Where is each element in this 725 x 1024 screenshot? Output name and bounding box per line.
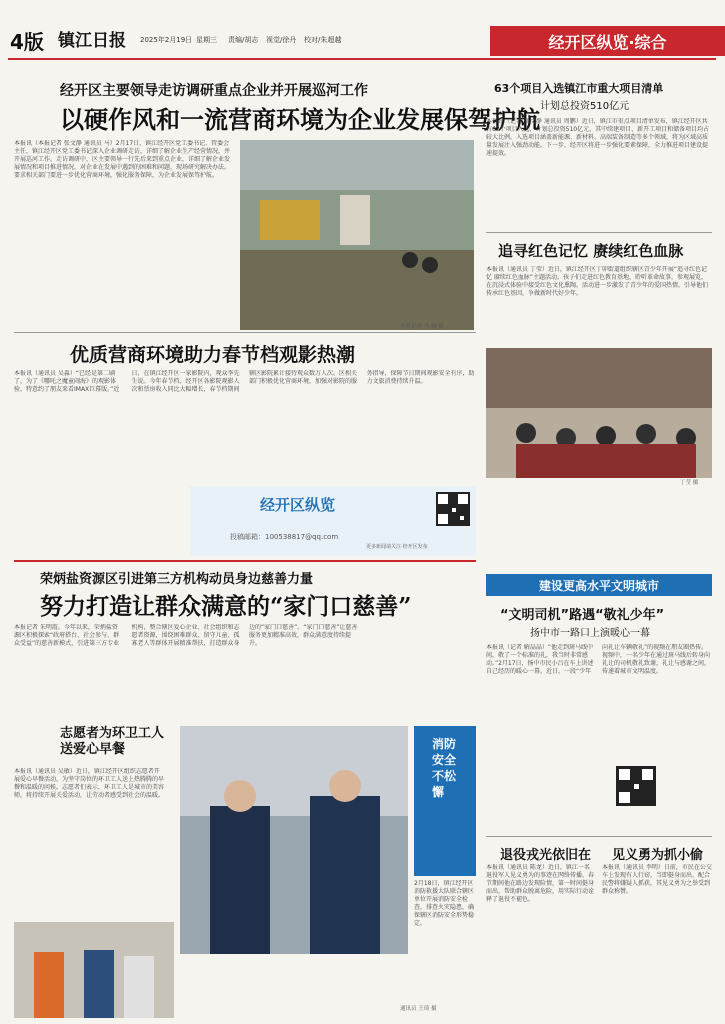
article1-caption: 本报记者 马 骥 摄 xyxy=(400,324,444,330)
paper-logo: 镇江日报 xyxy=(58,31,126,51)
right3-banner: 建设更高水平文明城市 xyxy=(486,574,712,596)
right2-title: 追寻红色记忆 赓续红色血脉 xyxy=(498,242,684,260)
right3-qr-icon xyxy=(616,766,656,806)
article3-body xyxy=(14,624,476,720)
article3-kicker: 荣炳盐资源区引进第三方机构动员身边慈善力量 xyxy=(40,572,314,587)
right1-body xyxy=(486,118,712,228)
article1-title: 以硬作风和一流营商环境为企业发展保驾护航 xyxy=(60,105,540,134)
issue-weekday: 星期三 xyxy=(196,36,217,44)
article2-divider xyxy=(14,332,476,333)
article3-body-text: 本报记者 朱明霞。今年以来，荣炳盐资源区积极探索“政府搭台、社会参与、群众受益”的慈善新模式，引进第三方专业机构，整合辖区爱心企业、社会组织和志愿者资源，围绕困难群众、留守儿童、孤寡老人等群体开展精准帮扶，打造群众身边的“家门口慈善”。“家门口慈善”让慈善服务更加精准高效，群众满意度持续提升。 xyxy=(14,624,358,647)
photo-story-label: 消防安全不松懈 xyxy=(432,737,457,799)
photo-story-image xyxy=(180,726,408,954)
header-rule xyxy=(8,58,716,60)
right3-body-text: 本报讯（记者 解晶晶）“他走到斑马线中间，敬了一个标准的礼，我当时非常感动。”2月17日，扬中市民小吕在车上讲述自己经历的暖心一幕。近日，一段“少年向礼让车辆敬礼”的视频在朋友圈热传。视频中，一名少年在通过斑马线后转身向礼让的司机敬礼致谢，礼让与感谢之间，传递着城市文明温度。 xyxy=(486,644,711,675)
photo-story-caption-text: 2月18日，镇江经开区消防救援大队联合辖区单位开展消防安全检查，排查火灾隐患，确保辖区消防安全形势稳定。 xyxy=(414,880,475,927)
masthead xyxy=(0,0,725,60)
article4-body-text: 本报讯（通讯员 吴敏）近日，镇江经开区组织志愿者开展爱心早餐活动，为坚守岗位的环卫工人送上热腾腾的早餐和温暖的问候。志愿者们表示，环卫工人是城市的美容师，将持续开展关爱活动，让劳动者感受到社会的温暖。 xyxy=(14,768,164,799)
section-banner: 经开区纵览·综合 xyxy=(490,26,725,56)
article4-photo xyxy=(14,922,174,1018)
ad-brand: 经开区纵览 xyxy=(260,496,336,514)
article3-rule xyxy=(14,560,476,562)
page-number: 4版 xyxy=(10,30,44,54)
right2-caption: 丁莹 摄 xyxy=(680,480,699,486)
proof-credit: 校对/朱超越 xyxy=(304,36,342,44)
right1-title: 63个项目入选镇江市重大项目清单 xyxy=(494,82,664,95)
photo-story-caption xyxy=(414,880,476,1000)
right5-title: 见义勇为抓小偷 xyxy=(612,848,704,863)
photo-story-label-box xyxy=(414,726,476,876)
ad-contact: 投稿邮箱：100538817@qq.com xyxy=(230,533,339,541)
article1-body xyxy=(14,140,234,328)
right4-body xyxy=(486,864,594,1018)
right4-divider xyxy=(486,836,712,837)
right1-divider xyxy=(486,232,712,233)
qr-code-icon xyxy=(436,492,470,526)
right5-body-text: 本报讯（通讯员 李明）日前，市民在公交车上发现有人行窃，当即挺身而出，配合民警将嫌疑人抓获，其见义勇为之举受到群众称赞。 xyxy=(602,864,712,895)
article3-title: 努力打造让群众满意的“家门口慈善” xyxy=(40,593,412,620)
right2-body xyxy=(486,266,712,346)
editor-credit: 责编/胡志 xyxy=(228,36,259,44)
photo-story-credit: 通讯员 王琦 摄 xyxy=(400,1006,437,1012)
designer-credit: 视觉/徐丹 xyxy=(266,36,297,44)
right2-photo xyxy=(486,348,712,478)
right1-subtitle: 计划总投资510亿元 xyxy=(540,101,630,112)
right2-body-text: 本报讯（通讯员 丁莹）近日，镇江经开区丁卯街道组织辖区青少年开展“追寻红色记忆 赓续红色血脉”主题活动。孩子们走进红色教育基地，聆听革命故事，参观展览，在沉浸式体验中接受红色文化熏陶。活动进一步激发了青少年的爱国热情，引导他们传承红色基因，争做新时代好少年。 xyxy=(486,266,709,297)
article1-photo xyxy=(240,140,474,330)
right3-subtitle: 扬中市一路口上演暖心一幕 xyxy=(530,628,650,639)
article2-title: 优质营商环境助力春节档观影热潮 xyxy=(70,344,356,366)
right4-body-text: 本报讯（通讯员 陈龙）近日，镇江一名退役军人见义勇为的事迹在网络传播。春节期间他在路边发现险情，第一时间挺身而出，帮助群众脱离危险，用实际行动诠释了退役不褪色。 xyxy=(486,864,594,903)
issue-date: 2025年2月19日 xyxy=(140,36,193,44)
article4-body xyxy=(14,768,164,918)
article4-title: 志愿者为环卫工人送爱心早餐 xyxy=(60,726,165,757)
article2-body-text: 本报讯（通讯员 吴淼）“已经是第二刷了，为了《哪吒之魔童闹海》的观影体验，特意约了朋友来看IMAX巨幕版。”近日，在镇江经开区一家影院内，观众李先生说。今年春节档，经开区各影院观影人次和票房收入同比大幅增长，春节档期间辖区影院累计接待观众数万人次。区相关部门积极优化营商环境，加强对影院的服务指导，保障节日期间观影安全有序，助力文旅消费持续升温。 xyxy=(14,370,475,393)
right1-body-text: 本报讯（记者 张文静 通讯员 周鹏）近日，镇江市重点项目清单发布，镇江经开区共有63个项目入选，计划总投资510亿元，其中续建项目、新开工项目和储备项目均占较大比例。入选项目涵盖新能源、新材料、高端装备制造等多个领域，将为区域高质量发展注入强劲动能。下一步，经开区将进一步强化要素保障，全力推进项目建设提速提效。 xyxy=(486,118,710,157)
right3-body xyxy=(486,644,712,828)
ad-box xyxy=(190,486,476,556)
article1-body-text: 本报讯（本报记者 张文静 通讯员 马）2月17日，镇江经开区党工委书记、管委会主任，镇江经开区党工委书记深入企业调研走访，详细了解企业生产经营情况，并开展巡河工作。走访调研中，区主要领导一行先后来到重点企业，详细了解企业发展情况和项目推进情况，对企业在发展中遇到的困难和问题，现场研究解决办法。要求相关部门要进一步优化营商环境，强化服务保障，为企业发展保驾护航。 xyxy=(14,140,231,179)
right3-title: “文明司机”路遇“敬礼少年” xyxy=(500,608,665,623)
right4-title: 退役戎光依旧在 xyxy=(500,848,592,863)
ad-qr-caption: 更多新闻请关注 经开区发布 xyxy=(366,544,428,550)
article2-body xyxy=(14,370,476,500)
article1-kicker: 经开区主要领导走访调研重点企业并开展巡河工作 xyxy=(60,83,368,99)
right5-body xyxy=(602,864,712,1018)
